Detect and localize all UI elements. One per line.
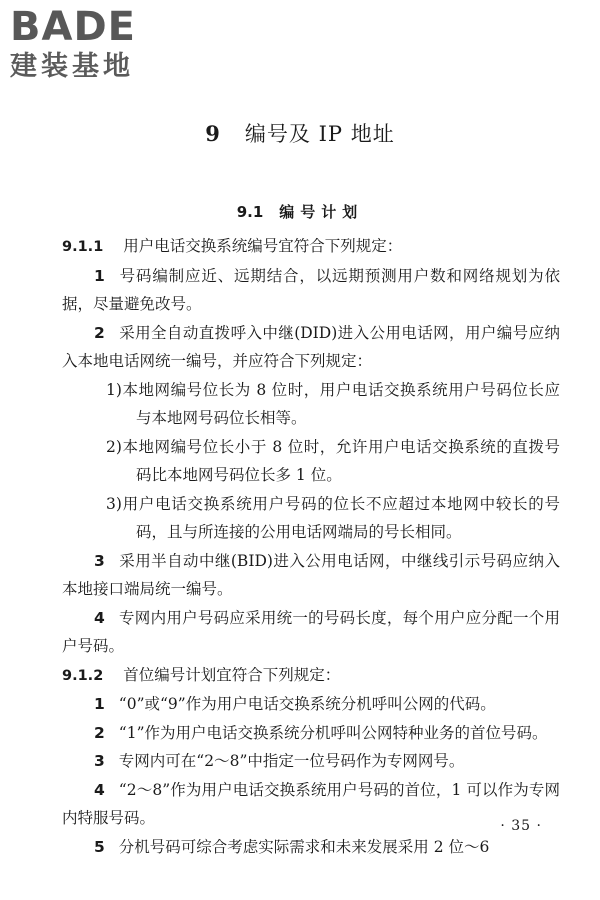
list-item	[62, 833, 560, 862]
item-number: 5	[94, 837, 105, 856]
clause-text: 用户电话交换系统编号宜符合下列规定：	[123, 237, 403, 255]
list-item	[62, 604, 560, 661]
list-item	[62, 747, 560, 776]
page-number: · 35 ·	[500, 818, 542, 834]
section-heading	[0, 201, 600, 222]
clause-text: 首位编号计划宜符合下列规定：	[123, 665, 341, 684]
item-number: 4	[94, 780, 105, 799]
item-number: 3	[94, 551, 105, 570]
list-item	[62, 690, 560, 719]
clause-number: 9.1.1	[62, 239, 104, 255]
sub-item: 3)用户电话交换系统用户号码的位长不应超过本地网中较长的号码，且与所连接的公用电话网端局的号长相同。	[106, 494, 560, 541]
chapter-heading	[0, 118, 600, 148]
item-number: 1	[94, 266, 105, 285]
sub-item: 1)本地网编号位长为 8 位时，用户电话交换系统用户号码位长应与本地网号码位长相等。	[106, 380, 560, 427]
item-number: 1	[94, 695, 105, 713]
item-number: 2	[94, 723, 105, 742]
item-text: 号码编制应近、远期结合，以远期预测用户数和网络规划为依据，尽量避免改号。	[62, 266, 560, 313]
list-item	[62, 547, 560, 604]
body-text	[62, 232, 560, 861]
item-text: “1”作为用户电话交换系统分机呼叫公网特种业务的首位号码。	[118, 723, 548, 742]
item-text: 采用全自动直拨呼入中继(DID)进入公用电话网，用户编号应纳入本地电话网统一编号，并应符合下列规定：	[62, 323, 560, 370]
sub-item: 2)本地网编号位长小于 8 位时，允许用户电话交换系统的直拨号码比本地网号码位长多 1 位。	[106, 437, 560, 484]
list-item	[62, 319, 560, 376]
chapter-title: 编号及 IP 地址	[244, 122, 395, 146]
item-number: 2	[94, 323, 105, 342]
item-text: 采用半自动中继(BID)进入公用电话网，中继线引示号码应纳入本地接口端局统一编号。	[62, 551, 560, 598]
section-title: 编号计划	[279, 203, 364, 221]
list-item	[62, 262, 560, 319]
item-number: 4	[94, 608, 105, 627]
item-text: 分机号码可综合考虑实际需求和未来发展采用 2 位～6	[118, 837, 490, 856]
logo-wordmark: BADE	[10, 4, 136, 50]
list-item	[62, 776, 560, 833]
logo-subtitle: 建装基地	[10, 51, 134, 82]
clause-number: 9.1.2	[62, 667, 104, 684]
section-number: 9.1	[236, 203, 264, 221]
item-number: 3	[94, 752, 105, 770]
item-text: 专网内可在“2～8”中指定一位号码作为专网网号。	[118, 752, 465, 770]
item-text: 专网内用户号码应采用统一的号码长度，每个用户应分配一个用户号码。	[62, 608, 560, 655]
clause-9-1-1	[62, 232, 560, 262]
chapter-number: 9	[205, 121, 221, 146]
clause-9-1-2	[62, 661, 560, 691]
publisher-logo	[10, 6, 180, 82]
list-item	[62, 719, 560, 748]
item-text: “2～8”作为用户电话交换系统用户号码的首位，1 可以作为专网内特服号码。	[62, 780, 560, 827]
item-text: “0”或“9”作为用户电话交换系统分机呼叫公网的代码。	[118, 695, 496, 713]
